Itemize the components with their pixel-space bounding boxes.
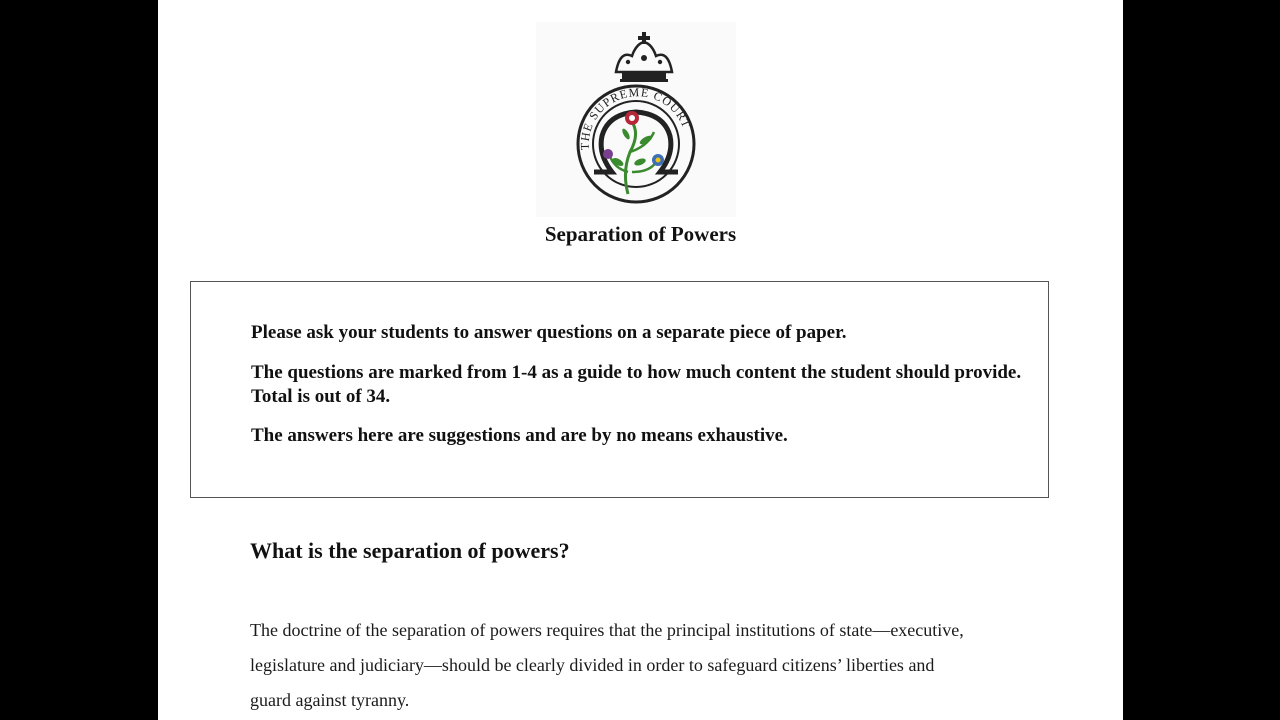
- crown-icon: [616, 32, 672, 82]
- document-page: [158, 0, 1123, 720]
- section-heading: What is the separation of powers?: [250, 538, 570, 563]
- seal-text: THE SUPREME COURT: [577, 85, 694, 151]
- instruction-line-1: Please ask your students to answer questions on a separate piece of paper.: [251, 322, 847, 343]
- section-body-paragraph: The doctrine of the separation of powers requires that the principal institutions of state—executive, legislature and judiciary—should be clearly divided in order to safeguard citizens’ liberties and guard against tyranny.: [250, 620, 964, 710]
- seal-graphic: [536, 22, 736, 217]
- instruction-line-2: The questions are marked from 1-4 as a guide to how much content the student should provide. Total is out of 34.: [251, 362, 1022, 407]
- document-title: Separation of Powers: [544, 222, 737, 246]
- supreme-court-seal-logo: [536, 22, 736, 217]
- instructions-box: [190, 281, 1049, 498]
- instruction-line-3: The answers here are suggestions and are by no means exhaustive.: [251, 425, 788, 446]
